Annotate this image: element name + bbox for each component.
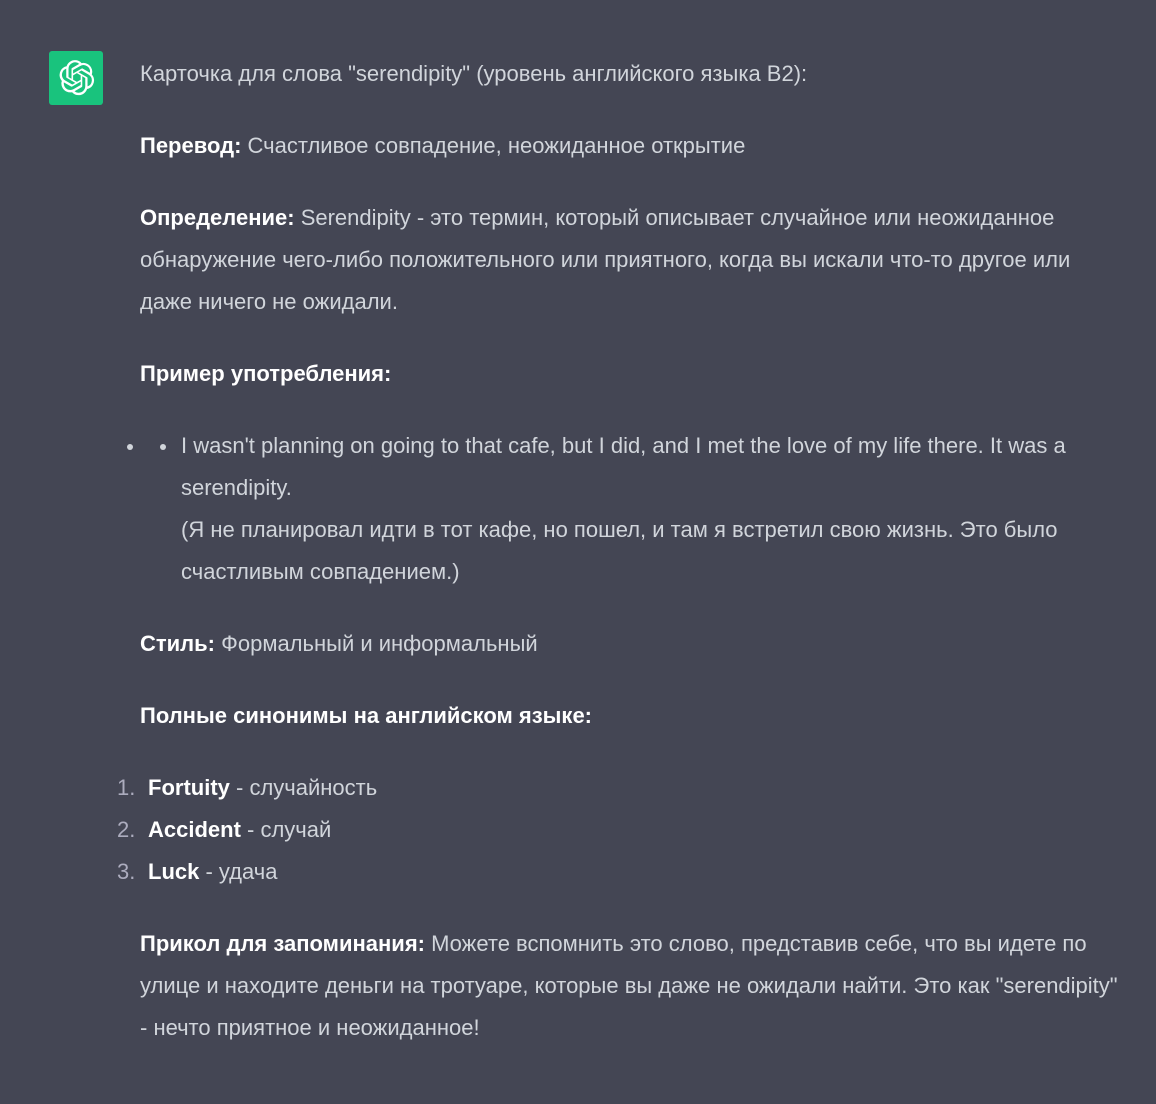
list-item xyxy=(117,809,1125,851)
synonym-word: Accident xyxy=(148,817,241,842)
synonyms-label: Полные синонимы на английском языке: xyxy=(140,703,592,728)
definition-text: Serendipity - это термин, который описывает случайное или неожиданное обнаружение чего-либо положительного или приятного, когда вы искали что-то другое или даже ничего не ожидали. xyxy=(140,205,1071,314)
translation-paragraph xyxy=(140,125,1125,167)
synonym-word: Fortuity xyxy=(148,775,230,800)
synonym-meaning: - случайность xyxy=(229,775,378,800)
list-number: 1. xyxy=(117,775,136,800)
definition-label: Определение: xyxy=(140,205,295,230)
list-item xyxy=(117,851,1125,893)
synonyms-heading xyxy=(140,695,1125,737)
translation-label: Перевод: xyxy=(140,133,242,158)
style-label: Стиль: xyxy=(140,631,216,656)
usage-heading xyxy=(140,353,1125,395)
list-number: 2. xyxy=(117,817,136,842)
intro-text: Карточка для слова "serendipity" (уровень английского языка B2): xyxy=(140,61,808,86)
assistant-avatar xyxy=(49,51,103,105)
usage-label: Пример употребления: xyxy=(140,361,392,386)
synonym-meaning: - удача xyxy=(199,859,278,884)
mnemonic-paragraph xyxy=(140,923,1125,1049)
definition-paragraph xyxy=(140,197,1125,323)
example-ru: (Я не планировал идти в тот кафе, но пошел, и там я встретил свою жизнь. Это было счастливым совпадением.) xyxy=(181,517,1058,584)
openai-logo-icon xyxy=(57,59,95,97)
synonyms-list xyxy=(117,767,1125,893)
style-text: Формальный и информальный xyxy=(215,631,538,656)
list-number: 3. xyxy=(117,859,136,884)
bullet-dot-icon xyxy=(127,444,133,450)
list-item xyxy=(117,767,1125,809)
bullet-dot-icon xyxy=(160,444,166,450)
mnemonic-label: Прикол для запоминания: xyxy=(140,931,425,956)
translation-text: Счастливое совпадение, неожиданное открытие xyxy=(241,133,746,158)
mnemonic-text: Можете вспомнить это слово, представив себе, что вы идете по улице и находите деньги на тротуаре, которые вы даже не ожидали найти. Это как "serendipity" - нечто приятное и неожиданное! xyxy=(140,931,1118,1040)
style-paragraph xyxy=(140,623,1125,665)
example-en: I wasn't planning on going to that cafe, but I did, and I met the love of my life there. It was a serendipity. xyxy=(181,433,1066,500)
usage-example xyxy=(140,425,1125,593)
synonym-meaning: - случай xyxy=(240,817,332,842)
assistant-message xyxy=(117,53,1125,1049)
synonym-word: Luck xyxy=(148,859,200,884)
